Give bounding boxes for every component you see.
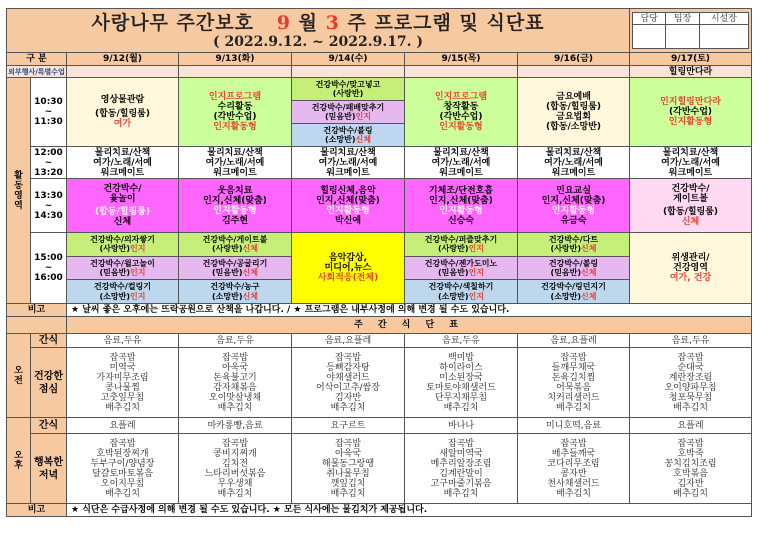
am-label: 오 전 (7, 334, 31, 418)
menu-cell: 음료,두유 (179, 334, 292, 348)
menu-cell: 잡곡밥 아욱국 돈육불고기 감자채볶음 오이맛살냉채 배추김치 (179, 348, 292, 418)
activity-cell: 물리치료/산책 여가/노래/서예 워크메이트 (518, 147, 630, 179)
menu-cell: 잡곡밥 배추들깨국 코다리무조림 콩자반 천사채샐러드 배추김치 (518, 434, 630, 504)
section-spacer (7, 317, 67, 334)
menu-cell: 요플레 (67, 418, 179, 434)
menu-cell: 잡곡밥 호박죽 꽁치김치조림 호박볶음 김자반 배추김치 (630, 434, 752, 504)
menu-cell: 잡곡밥 콩비지찌개 김치전 느타리버섯볶음 무우생채 배추김치 (179, 434, 292, 504)
day-header: 9/17(토) (630, 53, 752, 66)
activity-cell: 건강박수/맞고넣고 (사랑반) 건강박수/패배맞추기 (믿음반)인지 건강박수/볼링 (소망반)신체 (292, 78, 405, 147)
time-slot: 10:30 ~ 11:30 (31, 78, 67, 147)
activity-cell: 웃음치료 인지,신체(맞춤) 인지활동형 김주현 (179, 179, 292, 233)
approval-table (632, 12, 749, 49)
outside-cell: 힐링만다라 (630, 66, 752, 78)
outside-cell (179, 66, 292, 78)
menu-cell: 음료,요플레 (292, 334, 405, 348)
activity-cell: 건강박수/퍼즐맞추기 (사랑반)인지 건강박수/젠가도미노 (믿음반)인지 건강박수/색칠하기 (소망반)인지 (405, 233, 518, 304)
signature-box[interactable] (633, 25, 666, 49)
activity-cell: 건강박수/ 게이트볼 (합동/힐링룸) 신체 (630, 179, 752, 233)
menu-cell: 마카롱빵,음료 (179, 418, 292, 434)
menu-cell: 음료,두유 (67, 334, 179, 348)
menu-cell: 미니호떡,음료 (518, 418, 630, 434)
approval-label: 시설장 (699, 13, 748, 25)
outside-label: 외부행사/특별수업 (8, 67, 65, 76)
menu-cell: 음료,두유 (405, 334, 518, 348)
menu-cell: 요플레 (630, 418, 752, 434)
activity-cell: 건강박수/다트 (사랑반)신체 건강박수/볼링 (믿음반)신체 건강박수/링던지기 (소망반)신체 (518, 233, 630, 304)
outside-cell (405, 66, 518, 78)
activity-cell: 인지프로그램 창작활동 (각반수업) 인지활동형 (405, 78, 518, 147)
day-header: 9/12(월) (67, 53, 179, 66)
signature-box[interactable] (699, 25, 748, 49)
signature-box[interactable] (666, 25, 699, 49)
day-header: 9/13(화) (179, 53, 292, 66)
activity-cell: 인지프로그램 수리활동 (각반수업) 인지활동형 (179, 78, 292, 147)
menu-cell: 잡곡밥 호박된장찌개 두부구이/양념장 달걀토마토볶음 오이지무침 배추김치 (67, 434, 179, 504)
approval-box (630, 9, 752, 53)
menu-cell: 백미밥 하이라이스 미소된장국 토마토야채샐러드 단무지채무침 배추김치 (405, 348, 518, 418)
activity-cell: 민요교실 인지,신체(맞춤) 인지활동형 유금숙 (518, 179, 630, 233)
menu-cell: 잡곡밥 등뼈감자탕 야채샐러드 어삭이고추/쌈장 김자반 배추김치 (292, 348, 405, 418)
title-cell (7, 9, 630, 53)
activity-section-label: 활 동 영 역 (7, 78, 31, 304)
outside-cell (518, 66, 630, 78)
menu-cell: 잡곡밥 들깨무채국 돈육김치찜 어묵볶음 치커리샐러드 배추김치 (518, 348, 630, 418)
activity-cell: 인지힐링만다라 (각반수업) 인지활동형 (630, 78, 752, 147)
schedule-page (6, 8, 751, 517)
activity-cell: 힐링신체,음악 인지,신체(맞춤) 인지활동형 박신애 (292, 179, 405, 233)
menu-cell: 잡곡밥 미역국 가자미무조림 콩나물찜 고춧잎무침 배추김치 (67, 348, 179, 418)
activity-cell: 물리치료/산책 여가/노래/서예 워크메이트 (630, 147, 752, 179)
period: ( 2022.9.12. ~ 2022.9.17. ) (212, 33, 424, 50)
page-title: 사랑나무 주간보호 9 월 3 주 프로그램 및 식단표 (91, 11, 545, 34)
activity-cell: 물리치료/산책 여가/노래/서예 워크메이트 (179, 147, 292, 179)
day-header: 9/15(목) (405, 53, 518, 66)
menu-cell: 바나나 (405, 418, 518, 434)
day-header: 9/16(금) (518, 53, 630, 66)
gubun-header: 구 분 (7, 53, 67, 66)
approval-label: 담당 (633, 13, 666, 25)
menu-cell: 잡곡밥 순대국 계란장조림 오이양파무침 청포묵무침 배추김치 (630, 348, 752, 418)
activity-cell: 건강박수/게이트볼 (사랑반)신체 건강박수/공굴리기 (믿음반)신체 건강박수/농구 (소망반)신체 (179, 233, 292, 304)
pm-label: 오 후 (7, 418, 31, 504)
schedule-table (6, 8, 752, 517)
activity-cell: 물리치료/산책 여가/노래/서예 워크메이트 (405, 147, 518, 179)
meal-note: ★ 식단은 수급사정에 의해 변경 될 수도 있습니다. ★ 모든 식사에는 물김치가 제공됩니다. (67, 504, 752, 517)
activity-cell: 건강박수/의자쌓기 (사랑반)인지 건강박수/윌고놀이 (믿음반)인지 건강박수/컬링기 (소망반)인지 (67, 233, 179, 304)
snack-label: 간식 (31, 334, 67, 348)
outside-cell (292, 66, 405, 78)
dinner-label: 행복한 저녁 (31, 434, 67, 504)
lunch-label: 건강한 점심 (31, 348, 67, 418)
activity-cell: 영상물관람 (합동/힐링룸) 여가 (67, 78, 179, 147)
time-slot: 12:00 ~ 13:20 (31, 147, 67, 179)
menu-cell: 잡곡밥 새알미역국 메추리알장조림 김계란말이 고구마줄기볶음 배추김치 (405, 434, 518, 504)
time-slot: 13:30 ~ 14:30 (31, 179, 67, 233)
meal-section-title: 주 간 식 단 표 (67, 317, 752, 334)
menu-cell: 요구르트 (292, 418, 405, 434)
outside-cell (67, 66, 179, 78)
note-label: 비고 (7, 504, 67, 517)
menu-cell: 음료,두유 (630, 334, 752, 348)
activity-cell: 음악감상, 미디어,뉴스 사회적응(전체) (292, 233, 405, 304)
activity-cell: 건강박수/ 윷놀이 (합동/힐링룸) 신체 (67, 179, 179, 233)
activity-cell: 금요예배 (합동/힐링룸) 금요법회 (합동/소망반) (518, 78, 630, 147)
snack-label: 간식 (31, 418, 67, 434)
menu-cell: 음료,요플레 (518, 334, 630, 348)
activity-cell: 기체조/단전호흡 인지,신체(맞춤) 인지활동형 신승숙 (405, 179, 518, 233)
activity-cell: 물리치료/산책 여가/노래/서예 워크메이트 (67, 147, 179, 179)
time-slot: 15:00 ~ 16:00 (31, 233, 67, 304)
note-label: 비고 (7, 304, 67, 317)
activity-cell: 물리치료/산책 여가/노래/서예 워크메이트 (292, 147, 405, 179)
menu-cell: 잡곡밥 아욱국 해물동그랑땡 취나물무침 깻잎김치 배추김치 (292, 434, 405, 504)
activity-note: ★ 날씨 좋은 오후에는 뜨락공원으로 산책을 나갑니다. / ★ 프로그램은 내부사정에 의해 변경 될 수도 있습니다. (67, 304, 752, 317)
activity-cell: 위생관리/ 건강영역 여가, 건강 (630, 233, 752, 304)
day-header: 9/14(수) (292, 53, 405, 66)
approval-label: 팀장 (666, 13, 699, 25)
